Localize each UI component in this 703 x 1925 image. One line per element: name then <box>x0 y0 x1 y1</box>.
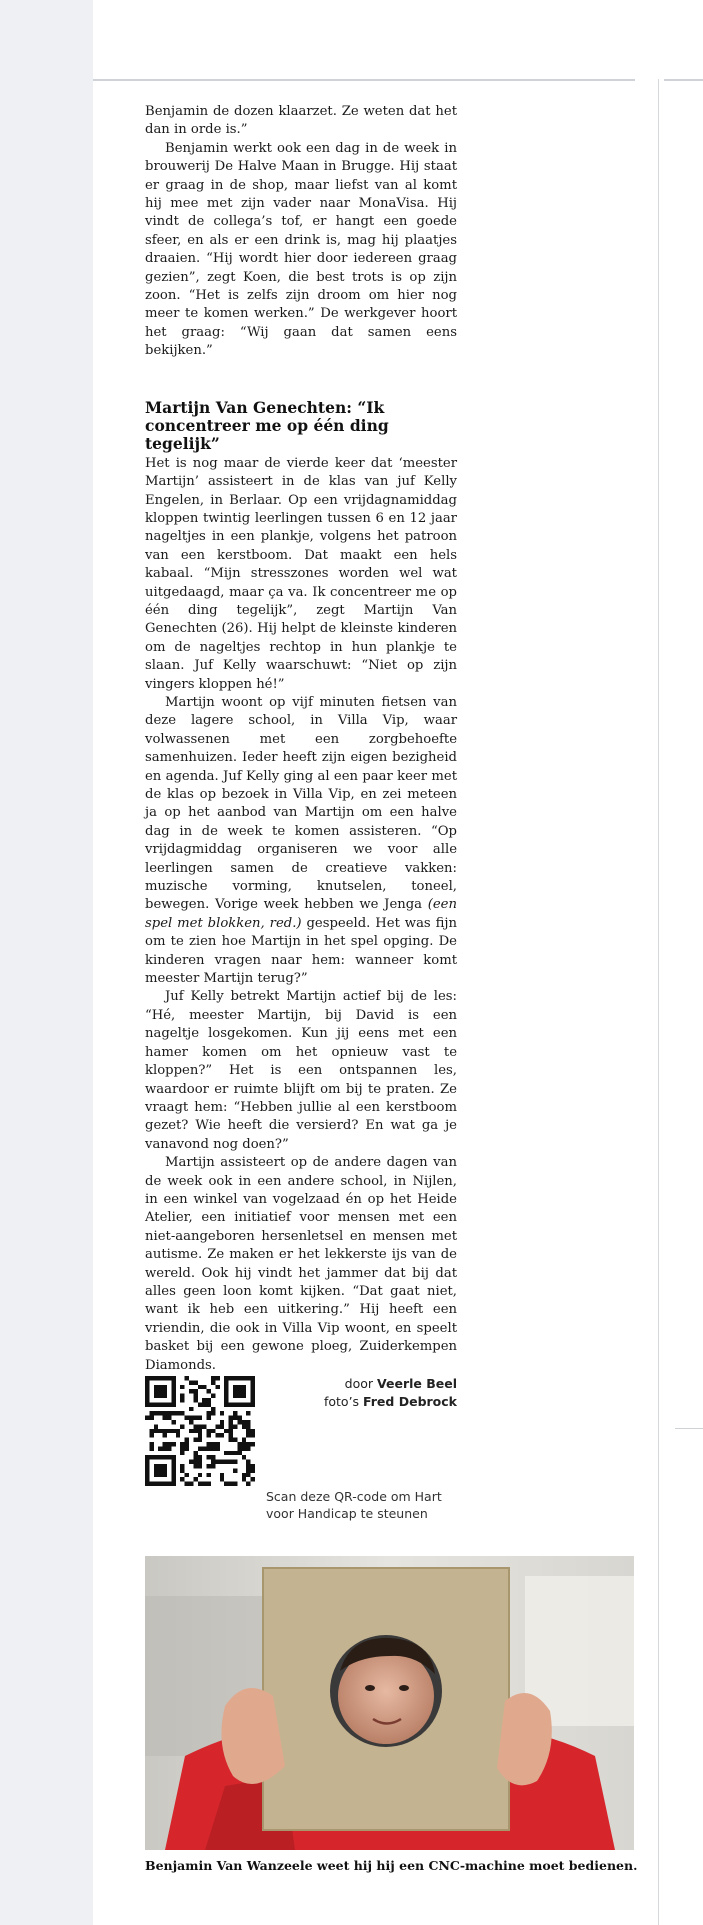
paragraph-text: Juf Kelly betrekt Martijn actief bij de les: “Hé, meester Martijn, bij David is een nageltje losgekomen. Kun jij eens met een hamer komen om het opnieuw vast te kloppen?” Het is een ontspannen les, waardoor er ruimte blijft om bij te praten. Ze vraagt hem: “Hebben jullie al een kerstboom gezet? Wie heeft die versierd? En wat ga je vanavond nog doen?” <box>145 989 457 1152</box>
qr-caption: Scan deze QR-code om Hart voor Handicap te steunen <box>266 1489 442 1521</box>
paragraph-text: Martijn woont op vijf minuten fietsen van deze lagere school, in Villa Vip, waar volwassenen met een zorgbehoefte samenhuizen. Ieder heeft zijn eigen bezigheid en agenda. Juf Kelly ging al een paar keer met de klas op bezoek in Villa Vip, en zei meteen ja op het aanbod van Martijn om een halve dag in de week te komen assisteren. “Op vrijdagmiddag organiseren we voor alle leerlingen samen de creatieve vakken: muzische vorming, knutselen, toneel, bewegen. Vorige week hebben we Jenga <box>145 694 457 913</box>
article-photo <box>145 1556 634 1850</box>
right-eye <box>399 1685 409 1691</box>
photographer-name: Fred Debrock <box>363 1394 457 1409</box>
paragraph-gap <box>145 361 457 379</box>
article-paragraph <box>145 140 457 361</box>
qr-code-icon[interactable] <box>145 1376 255 1486</box>
article-paragraph <box>145 988 457 1154</box>
article-paragraph <box>145 1154 457 1375</box>
article-paragraph <box>145 103 457 140</box>
paragraph-text: Het is nog maar de vierde keer dat ‘meester Martijn’ assisteert in de klas van juf Kelly Engelen, in Berlaar. Op een vrijdagnamiddag kloppen twintig leerlingen tussen 6 en 12 jaar nageltjes in een plankje, volgens het patroon van een kerstboom. Dat maakt een hels kabaal. “Mijn stresszones worden wel wat uitgedaagd, maar ça va. Ik concentreer me op één ding tegelijk”, zegt Martijn Van Genechten (26). Hij helpt de kleinste kinderen om de nageltjes rechtop in hun plankje te slaan. Juf Kelly waarschuwt: “Niet op zijn vingers kloppen hé!” <box>145 455 457 692</box>
photo-prefix: foto’s <box>323 1394 364 1409</box>
column-divider <box>658 79 659 1925</box>
left-eye <box>365 1685 375 1691</box>
paragraph-text: Benjamin werkt ook een dag in de week in brouwerij De Halve Maan in Brugge. Hij staat er graag in de shop, maar liefst van al komt hij mee met zijn vader naar MonaVisa. Hij vindt de collega’s tof, er hangt een goede sfeer, en als er een drink is, mag hij plaatjes draaien. “Hij wordt hier door iedereen graag gezien”, zegt Koen, die best trots is op zijn zoon. “Het is zelfs zijn droom om hier nog meer te komen werken.” De werkgever hoort het graag: “Wij gaan dat samen eens bekijken.” <box>145 140 457 359</box>
paragraph-italic: (een spel met blokken, red.) <box>145 897 457 931</box>
article-paragraph <box>145 694 457 989</box>
photo-caption: Benjamin Van Wanzeele weet hij hij een CNC-machine moet bedienen. <box>145 1858 638 1873</box>
article-column <box>145 103 457 1411</box>
article-bottom-paragraphs <box>145 455 457 1375</box>
right-top-rule <box>664 79 703 81</box>
right-section-rule <box>675 1428 703 1429</box>
top-rule <box>93 79 635 81</box>
author-name: Veerle Beel <box>377 1376 457 1391</box>
paragraph-text: Martijn assisteert op de andere dagen van de week ook in een andere school, in Nijlen, in een winkel van vogelzaad én op het Heide Atelier, een initiatief voor mensen met een niet-aangeboren hersenletsel en mensen met autisme. Ze maken er het lekkerste ijs van de wereld. Ook hij vindt het jammer dat bij dat alles geen loon komt kijken. “Dat gaat niet, want ik heb een uitkering.” Hij heeft een vriendin, die ook in Villa Vip woont, en speelt basket bij een gewone ploeg, Zuiderkempen Diamonds. <box>145 1155 457 1373</box>
article-subhead: Martijn Van Genechten: “Ik concentreer me op één ding tegelijk” <box>145 397 389 453</box>
paragraph-text: Benjamin de dozen klaarzet. Ze weten dat het dan in orde is.” <box>145 104 457 138</box>
article-top-paragraphs <box>145 103 457 361</box>
author-prefix: door <box>344 1376 377 1391</box>
article-paragraph <box>145 455 457 694</box>
paragraph-tail: gespeeld. Het was fijn om te zien hoe Martijn in het spel opging. De kinderen vragen naar hem: wanneer komt meester Martijn terug?” <box>145 915 457 987</box>
